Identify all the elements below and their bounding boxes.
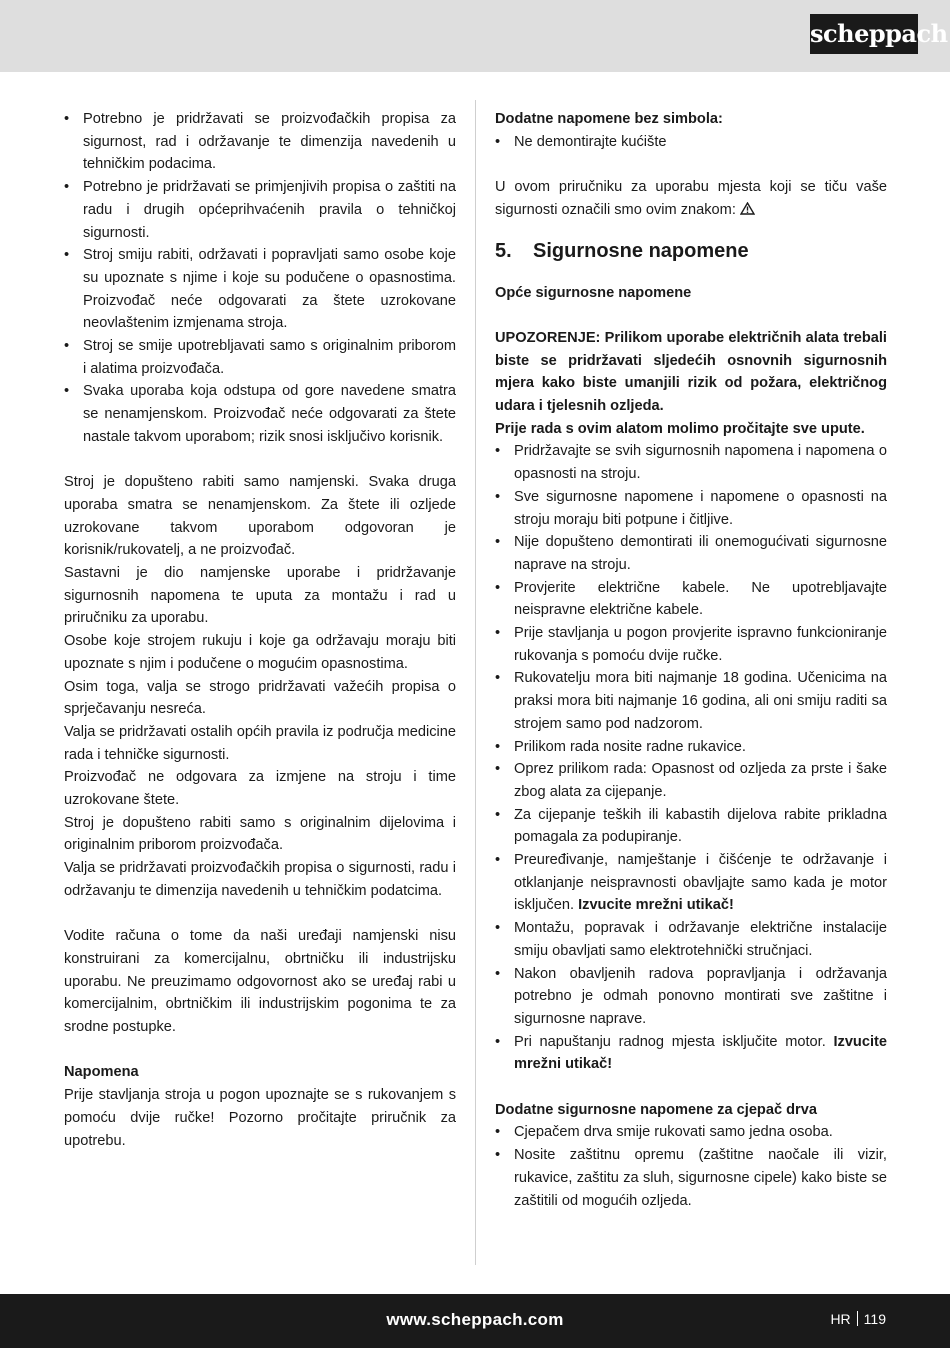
extra-notes-title: Dodatne napomene bez simbola:: [495, 111, 723, 127]
section-title: Sigurnosne napomene: [533, 239, 749, 262]
list-item: • Pridržavajte se svih sigurnosnih napomena i napomena o opasnosti na stroju.: [495, 440, 887, 485]
note-text: Prije stavljanja stroja u pogon upoznajte se s rukovanjem s pomoću dvije ručke! Pozorno pročitajte priručnik za upotrebu.: [64, 1087, 456, 1149]
read-instructions-text: Prije rada s ovim alatom molimo pročitajte sve upute.: [495, 420, 865, 437]
list-item: • Sve sigurnosne napomene i napomene o opasnosti na stroju moraju biti potpune i čitljive.: [495, 486, 887, 531]
paragraph: Stroj je dopušteno rabiti samo namjenski. Svaka druga uporaba smatra se nenamjenskom. Za štete ili ozljede uzrokovane takvom uporabom odgovoran je korisnik/rukovatelj, a ne proizvođač.: [64, 474, 456, 559]
list-item: • Montažu, popravak i održavanje električne instalacije smiju obavljati samo elektrotehnički stručnjaci.: [495, 917, 887, 962]
website-link[interactable]: www.scheppach.com: [386, 1310, 564, 1329]
bullet-text: Pri napuštanju radnog mjesta isključite motor.: [514, 1033, 826, 1050]
paragraph: Proizvođač ne odgovara za izmjene na stroju i time uzrokovane štete.: [64, 769, 456, 809]
symbol-intro-label: U ovom priručniku za uporabu mjesta koji se tiču vaše sigurnosti označili smo ovim znakom:: [495, 179, 887, 218]
paragraph: Valja se pridržavati proizvođačkih propisa o sigurnosti, radu i održavanju te dimenzija navedenih u tehničkim podatcima.: [64, 860, 456, 899]
footer-bar: [0, 1294, 950, 1348]
warning-triangle-icon: [740, 202, 755, 215]
paragraph: Osobe koje strojem rukuju i koje ga održavaju moraju biti upoznate s njim i podučene o mogućim opasnostima.: [64, 633, 456, 672]
list-item: • Potrebno je pridržavati se proizvođačkih propisa za sigurnost, rad i održavanje te dimenzija navedenih u tehničkim podacima.: [64, 108, 456, 176]
extra-notes-list: [495, 131, 887, 154]
list-item: • Za cijepanje teških ili kabastih dijelova rabite prikladna pomagala za podupiranje.: [495, 804, 887, 849]
list-item: • Potrebno je pridržavati se primjenjivih propisa o zaštiti na radu i drugih općeprihvaćenih pravila o tehničkoj sigurnosti.: [64, 176, 456, 244]
list-item: • Nije dopušteno demontirati ili onemogućivati sigurnosne naprave na stroju.: [495, 531, 887, 576]
bullet-bold-text: Izvucite mrežni utikač!: [514, 1033, 887, 1073]
paragraph: Sastavni je dio namjenske uporabe i pridržavanje sigurnosnih napomena te uputa za montažu i rad u priručniku za uporabu.: [64, 565, 456, 627]
page-indicator: [830, 1311, 886, 1327]
list-item: [495, 849, 887, 917]
safety-bullet-list: [495, 440, 887, 1076]
section-number: 5.: [495, 239, 512, 262]
section-heading: [495, 236, 887, 282]
paragraph: Osim toga, valja se strogo pridržavati važećih propisa o sprječavanju nesreća.: [64, 678, 456, 718]
list-item: • Stroj se smije upotrebljavati samo s originalnim priborom i alatima proizvođača.: [64, 335, 456, 380]
warning-text: UPOZORENJE: Prilikom uporabe električnih alata trebali biste se pridržavati sljedećih osnovnih sigurnosnih mjera kako biste umanjili rizik od požara, električnog udara i tjelesnih ozljeda.: [495, 329, 887, 414]
list-item: • Prije stavljanja u pogon provjerite ispravno funkcioniranje rukovanja s pomoću dvije ručke.: [495, 622, 887, 667]
commercial-use-paragraph: Vodite računa o tome da naši uređaji namjenski nisu konstruirani za komercijalnu, obrtničku ili industrijsku uporabu. Ne preuzimamo odgovornost ako se uređaj rabi u komercijalnim, obrtničkim ili industrijskim pogonima te za srodne postupke.: [64, 928, 456, 1036]
splitter-safety-title: Dodatne sigurnosne napomene za cjepač drva: [495, 1101, 817, 1118]
language-code: HR: [830, 1311, 851, 1327]
general-safety-title: Opće sigurnosne napomene: [495, 284, 692, 301]
paragraph: Valja se pridržavati ostalih općih pravila iz područja medicine rada i tehničke sigurnosti.: [64, 723, 456, 763]
list-item: • Ne demontirajte kućište: [495, 131, 887, 154]
page-number: 119: [863, 1311, 886, 1327]
header-band: [0, 0, 950, 72]
list-item: • Nakon obavljenih radova popravljanja i održavanja potrebno je odmah ponovno montirati sve zaštitne i sigurnosne naprave.: [495, 963, 887, 1031]
list-item: • Nosite zaštitnu opremu (zaštitne naočale ili vizir, rukavice, zaštitu za sluh, sigurnosne cipele) kako biste se zaštitili od mogućih ozljeda.: [495, 1144, 887, 1212]
list-item: • Svaka uporaba koja odstupa od gore navedene smatra se nenamjenskom. Proizvođač neće odgovarati za štete nastale takvom uporabom; rizik snosi isključivo korisnik.: [64, 380, 456, 448]
list-item: • Prilikom rada nosite radne rukavice.: [495, 736, 887, 759]
paragraph: Stroj je dopušteno rabiti samo s originalnim dijelovima i originalnim priborom proizvođača.: [64, 814, 456, 854]
list-item: • Cjepačem drva smije rukovati samo jedna osoba.: [495, 1121, 887, 1144]
list-item: • Provjerite električne kabele. Ne upotrebljavajte neispravne električne kabele.: [495, 577, 887, 622]
left-column: [64, 108, 456, 1152]
scheppach-logo: scheppach: [810, 14, 918, 54]
note-title: Napomena: [64, 1064, 139, 1081]
right-column: [495, 108, 887, 1212]
bullet-bold-text: Izvucite mrežni utikač!: [578, 897, 734, 914]
usage-bullet-list: [64, 108, 456, 449]
splitter-bullet-list: [495, 1121, 887, 1212]
list-item: • Rukovatelju mora biti najmanje 18 godina. Učenicima na praksi mora biti najmanje 16 godina, ali oni smiju raditi sa strojem samo pod nadzorom.: [495, 667, 887, 735]
symbol-intro-text: [495, 176, 887, 221]
page-separator: [857, 1311, 858, 1326]
list-item: [495, 1031, 887, 1076]
column-divider: [475, 100, 476, 1265]
list-item: • Stroj smiju rabiti, održavati i popravljati samo osobe koje su upoznate s njime i koje su podučene o opasnostima. Proizvođač neće odgovarati za štete uzrokovane neovlaštenim izmjenama stroja.: [64, 244, 456, 335]
bullet-text: Preuređivanje, namještanje i čišćenje te održavanje i otklanjanje neispravnosti obavljajte samo kada je motor isključen.: [514, 852, 887, 914]
list-item: • Oprez prilikom rada: Opasnost od ozljeda za prste i šake zbog alata za cijepanje.: [495, 758, 887, 803]
